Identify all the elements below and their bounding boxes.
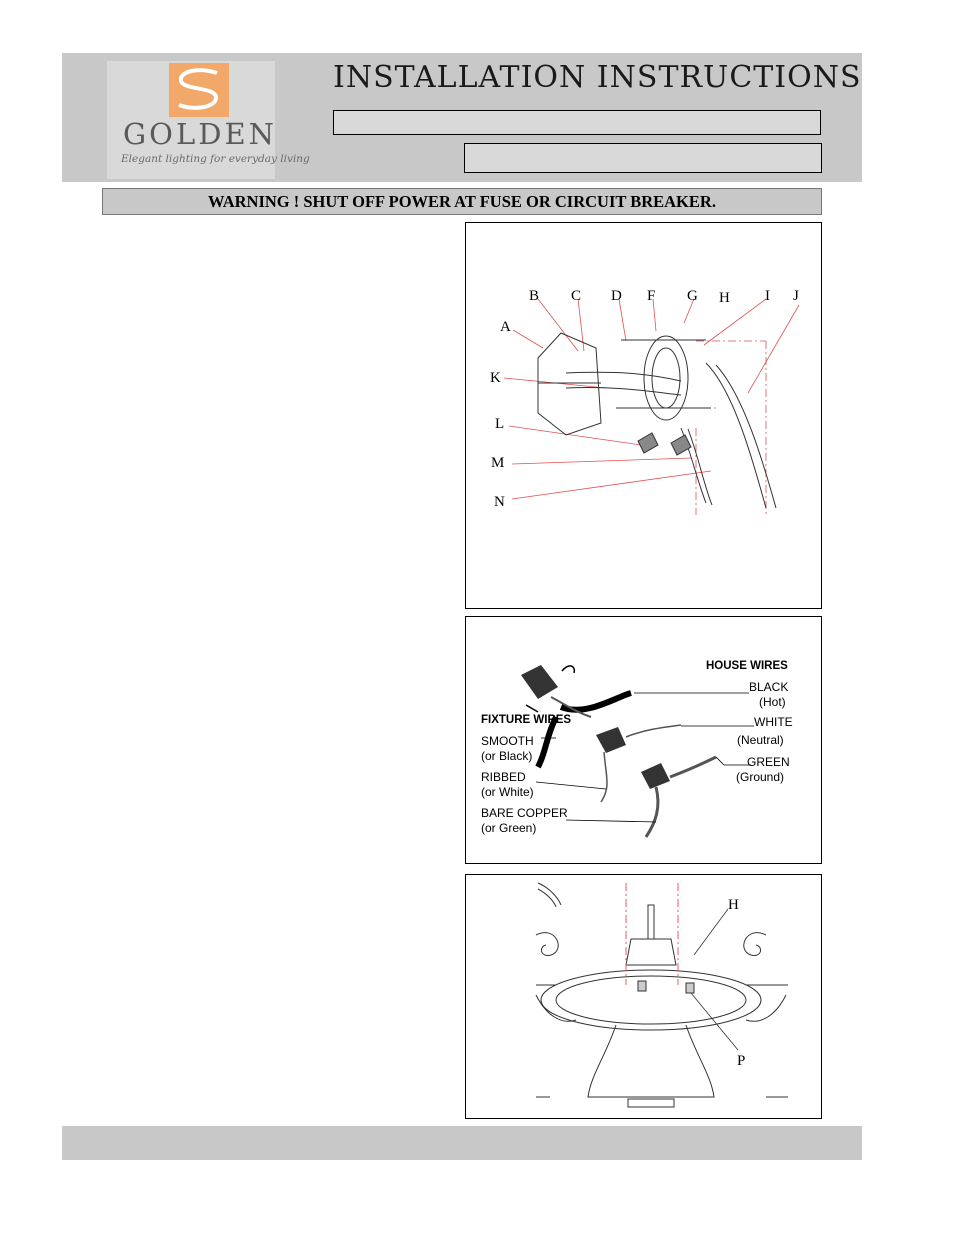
logo-tagline: Elegant lighting for everyday living (121, 153, 310, 165)
label-or-black: (or Black) (481, 749, 533, 763)
label-ribbed: RIBBED (481, 770, 526, 784)
label-l: L (495, 416, 505, 432)
label-neutral: (Neutral) (737, 733, 784, 747)
model-number-field (333, 110, 821, 135)
mounting-diagram (466, 223, 823, 610)
label-ground: (Ground) (736, 770, 785, 784)
label-hot: (Hot) (759, 695, 786, 709)
label-green: GREEN (747, 755, 790, 769)
label-n: N (494, 494, 505, 510)
mounting-diagram-panel (465, 222, 822, 609)
canopy-diagram-panel (465, 874, 822, 1119)
label-white: WHITE (754, 715, 793, 729)
mounting-labels (490, 288, 799, 510)
page-title: INSTALLATION INSTRUCTIONS (333, 60, 862, 95)
logo-wordmark: GOLDEN (123, 117, 277, 151)
house-wires-heading: HOUSE WIRES (706, 660, 788, 672)
brand-logo (107, 61, 310, 179)
label-a: A (500, 319, 511, 335)
label-h: H (719, 290, 730, 306)
wiring-diagram-panel (465, 616, 822, 864)
fixture-wires-heading: FIXTURE WIRES (481, 714, 572, 726)
label-p: P (737, 1053, 746, 1069)
finish-field (464, 143, 822, 173)
label-j: J (793, 288, 799, 304)
label-or-white: (or White) (481, 785, 534, 799)
footer-band (62, 1126, 862, 1160)
label-f: F (647, 288, 656, 304)
canopy-diagram (466, 875, 823, 1120)
label-d: D (611, 288, 622, 304)
warning-banner: WARNING ! SHUT OFF POWER AT FUSE OR CIRCUIT BREAKER. (102, 188, 822, 215)
label-b: B (529, 288, 540, 304)
label-g: G (687, 288, 698, 304)
wiring-diagram (466, 617, 823, 865)
label-c: C (571, 288, 582, 304)
label-or-green: (or Green) (481, 821, 537, 835)
label-bare-copper: BARE COPPER (481, 806, 568, 820)
logo-mark-icon (169, 63, 229, 117)
label-black: BLACK (749, 680, 789, 694)
label-k: K (490, 370, 501, 386)
label-i: I (765, 288, 770, 304)
label-smooth: SMOOTH (481, 734, 534, 748)
label-h: H (728, 897, 739, 913)
label-m: M (491, 455, 505, 471)
